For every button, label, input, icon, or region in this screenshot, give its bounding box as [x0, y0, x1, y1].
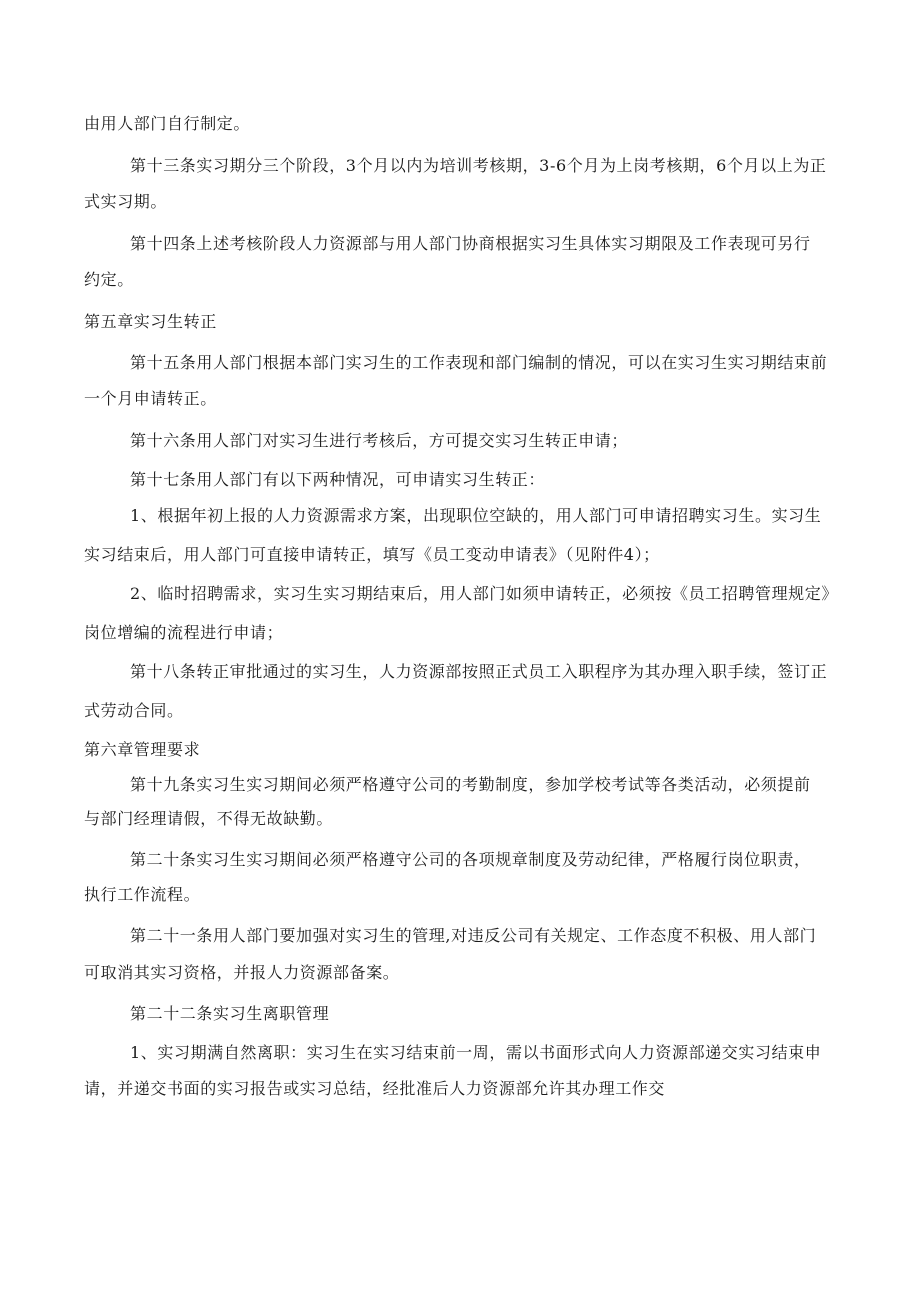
text-line: 由用人部门自行制定。 — [84, 114, 251, 133]
article-21-text: 第二十一条用人部门要加强对实习生的管理,对违反公司有关规定、工作态度不积极、用人部门 — [130, 926, 817, 945]
article-19-text: 第十九条实习生实习期间必须严格遵守公司的考勤制度，参加学校考试等各类活动，必须提前 — [130, 775, 811, 794]
text-line: 实习结束后，用人部门可直接申请转正，填写《员工变动申请表》（见附件4）； — [84, 545, 660, 564]
article-18-text: 第十八条转正审批通过的实习生，人力资源部按照正式员工入职程序为其办理入职手续，签订正 — [130, 662, 828, 681]
list-item-1-text: 1、实习期满自然离职：实习生在实习结束前一周，需以书面形式向人力资源部递交实习结束申 — [130, 1043, 822, 1062]
list-item-2-text: 2、临时招聘需求，实习生实习期结束后，用人部门如须申请转正，必须按《员工招聘管理规定》 — [130, 584, 838, 603]
chapter-5-heading: 第五章实习生转正 — [84, 312, 217, 331]
text-line: 岗位增编的流程进行申请； — [84, 623, 284, 642]
text-line: 式实习期。 — [84, 192, 168, 211]
text-line: 执行工作流程。 — [84, 885, 201, 904]
text-line: 式劳动合同。 — [84, 701, 184, 720]
article-17-text: 第十七条用人部门有以下两种情况，可申请实习生转正： — [130, 470, 546, 489]
text-line: 与部门经理请假，不得无故缺勤。 — [84, 809, 334, 828]
article-16-text: 第十六条用人部门对实习生进行考核后，方可提交实习生转正申请； — [130, 431, 629, 450]
text-line: 约定。 — [84, 270, 134, 289]
article-14-text: 第十四条上述考核阶段人力资源部与用人部门协商根据实习生具体实习期限及工作表现可另行 — [130, 234, 811, 253]
text-line: 可取消其实习资格，并报人力资源部备案。 — [84, 963, 400, 982]
list-item-1-text: 1、根据年初上报的人力资源需求方案，出现职位空缺的，用人部门可申请招聘实习生。实习生 — [130, 506, 822, 525]
text-line: 一个月申请转正。 — [84, 389, 217, 408]
chapter-6-heading: 第六章管理要求 — [84, 740, 201, 759]
text-line: 请，并递交书面的实习报告或实习总结，经批准后人力资源部允许其办理工作交 — [84, 1079, 666, 1098]
article-20-text: 第二十条实习生实习期间必须严格遵守公司的各项规章制度及劳动纪律，严格履行岗位职责， — [130, 850, 811, 869]
article-22-text: 第二十二条实习生离职管理 — [130, 1004, 330, 1023]
article-15-text: 第十五条用人部门根据本部门实习生的工作表现和部门编制的情况，可以在实习生实习期结束前 — [130, 353, 828, 372]
article-13-text: 第十三条实习期分三个阶段，3个月以内为培训考核期，3-6个月为上岗考核期，6个月以上为正 — [130, 156, 827, 175]
